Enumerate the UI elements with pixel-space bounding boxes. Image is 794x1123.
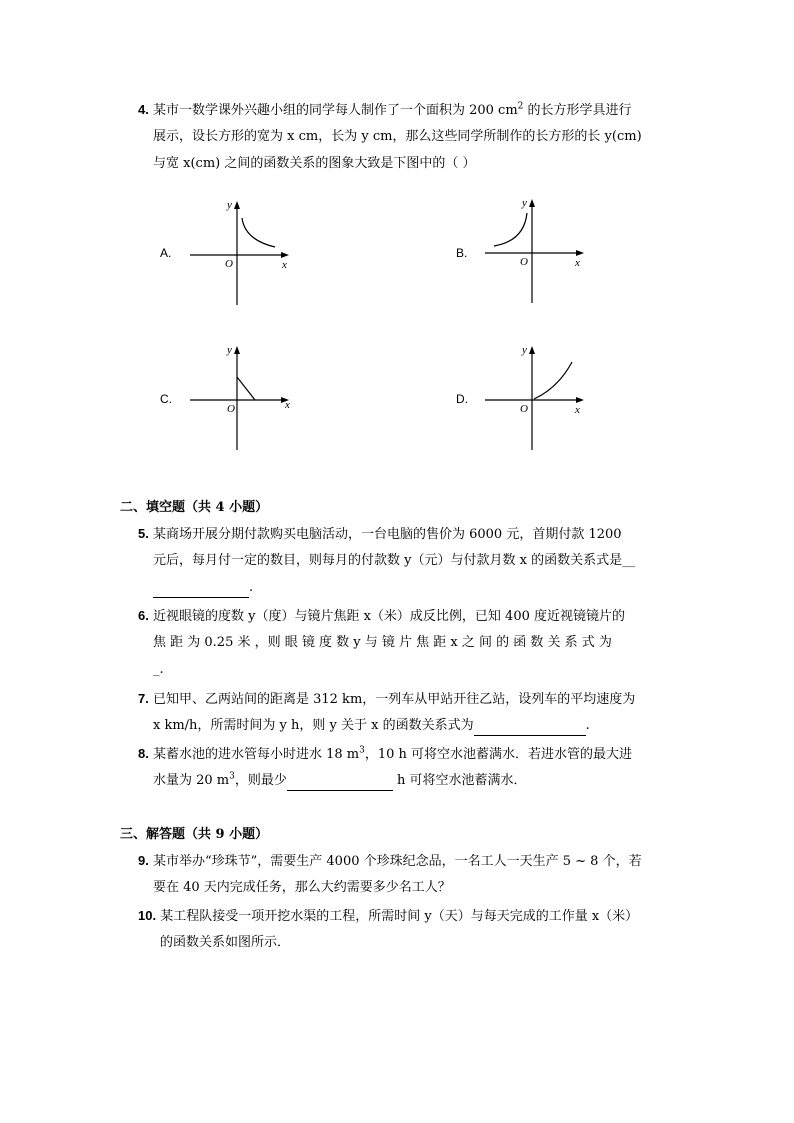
q8-text-2a: 水量为 20 m: [153, 773, 230, 788]
q4-number: 4.: [138, 102, 149, 117]
option-d-label[interactable]: D.: [456, 392, 468, 406]
q6-text-1: 近视眼镜的度数 y（度）与镜片焦距 x（米）成反比例，已知 400 度近视镜镜片的: [152, 609, 626, 624]
y-label: y: [522, 197, 527, 209]
q9-line-1: [138, 852, 642, 871]
q4-text-1b: 的长方形学具进行: [523, 103, 632, 118]
q7-end: .: [585, 718, 590, 733]
x-label: x: [575, 257, 580, 269]
q10-line-1: [138, 907, 638, 926]
option-b-graph: [480, 193, 595, 308]
x-label: x: [285, 399, 290, 411]
y-label: y: [227, 344, 232, 356]
q7-answer-blank[interactable]: [474, 717, 586, 736]
q5-end: .: [249, 580, 254, 595]
q7-text-2: x km/h，所需时间为 y h，则 y 关于 x 的函数关系式为: [153, 718, 474, 733]
q8-sup-2: 3: [229, 771, 235, 782]
q10-text-1: 某工程队接受一项开挖水渠的工程，所需时间 y（天）与每天完成的工作量 x（米）: [160, 909, 639, 924]
y-axis-arrow: [234, 201, 240, 209]
y-axis-arrow: [529, 346, 535, 354]
origin-label: O: [225, 258, 233, 270]
q10-line-2: 的函数关系如图所示．: [160, 935, 291, 950]
x-axis-arrow: [576, 397, 584, 403]
q8-answer-blank[interactable]: [287, 772, 393, 791]
q6-number: 6.: [138, 608, 149, 623]
q6-line-2: 焦 距 为 0.25 米 ，则 眼 镜 度 数 y 与 镜 片 焦 距 x 之 间 的 函 数 关 系 式 为: [153, 635, 612, 650]
x-label: x: [282, 259, 287, 271]
parabola-curve: [534, 362, 572, 399]
q5-line-2: 元后，每月付一定的数目，则每月的付款数 y（元）与付款月数 x 的函数关系式是__: [153, 553, 636, 568]
q6-line-3: _.: [153, 662, 164, 677]
q9-text-1: 某市举办“珍珠节”，需要生产 4000 个珍珠纪念品，一名工人一天生产 5 ~ 8 个，若: [152, 854, 642, 869]
hyperbola-curve: [494, 213, 527, 246]
section-2-title: 二、填空题（共 4 小题）: [120, 500, 269, 515]
origin-label: O: [227, 403, 235, 415]
q5-line-3: [153, 579, 253, 598]
q5-number: 5.: [138, 526, 149, 541]
q8-text-2c: h 可将空水池蓄满水．: [392, 773, 527, 788]
option-a-graph: [185, 195, 300, 310]
q4-line-2: 展示，设长方形的宽为 x cm，长为 y cm，那么这些同学所制作的长方形的长 y(cm): [153, 129, 642, 144]
q7-number: 7.: [138, 691, 149, 706]
q10-number: 10.: [138, 908, 157, 923]
y-axis-arrow: [234, 346, 240, 354]
y-label: y: [227, 199, 232, 211]
q7-line-1: [138, 690, 635, 709]
q8-text-2b: ，则最少: [234, 773, 287, 788]
origin-label: O: [520, 256, 528, 268]
hyperbola-curve: [242, 218, 275, 247]
option-d-graph: [480, 340, 595, 455]
x-label: x: [575, 404, 580, 416]
option-c-label[interactable]: C.: [160, 392, 172, 406]
q9-line-2: 要在 40 天内完成任务，那么大约需要多少名工人？: [153, 880, 451, 895]
y-label: y: [522, 344, 527, 356]
q8-line-2: [153, 772, 527, 791]
x-axis-arrow: [576, 250, 584, 256]
q8-text-1b: ，10 h 可将空水池蓄满水．若进水管的最大进: [364, 747, 633, 762]
q6-line-1: [138, 607, 625, 626]
q5-answer-blank[interactable]: [153, 579, 249, 598]
section-3-title: 三、解答题（共 9 小题）: [120, 827, 269, 842]
q5-line-1: [138, 525, 622, 544]
q5-text-1: 某商场开展分期付款购买电脑活动，一台电脑的售价为 6000 元，首期付款 1200: [152, 527, 622, 542]
origin-label: O: [520, 403, 528, 415]
option-c-graph: [185, 340, 300, 455]
q4-line-1: [138, 101, 632, 120]
q8-text-1a: 某蓄水池的进水管每小时进水 18 m: [152, 747, 360, 762]
q8-number: 8.: [138, 746, 149, 761]
line-segment: [237, 377, 255, 400]
q4-text-1a: 某市一数学课外兴趣小组的同学每人制作了一个面积为 200 cm: [152, 103, 518, 118]
option-a-label[interactable]: A.: [160, 246, 172, 260]
q7-line-2: [153, 717, 590, 736]
q9-number: 9.: [138, 853, 149, 868]
x-axis-arrow: [281, 252, 289, 258]
option-b-label[interactable]: B.: [456, 246, 468, 260]
q8-sup-1: 3: [359, 745, 365, 756]
y-axis-arrow: [529, 199, 535, 207]
q4-sup: 2: [517, 101, 524, 112]
q8-line-1: [138, 745, 632, 764]
q7-text-1: 已知甲、乙两站间的距离是 312 km，一列车从甲站开往乙站，设列车的平均速度为: [152, 692, 636, 707]
q4-line-3: 与宽 x(cm) 之间的函数关系的图象大致是下图中的（ ）: [153, 156, 476, 171]
